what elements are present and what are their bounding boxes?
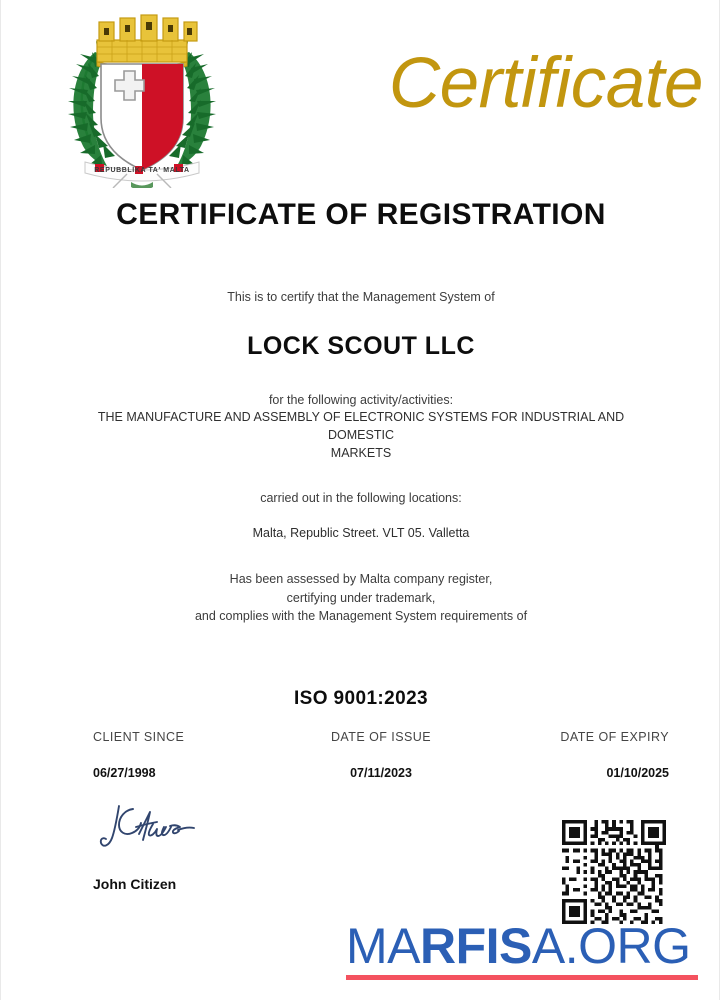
watermark	[346, 918, 706, 980]
date-column-date-of-issue	[285, 730, 477, 780]
activity-heading: for the following activity/activities:	[268, 393, 454, 408]
certificate-body	[1, 288, 720, 710]
location-address: Malta, Republic Street. VLT 05. Valletta	[252, 525, 470, 540]
date-label: CLIENT SINCE	[93, 730, 185, 744]
assessed-line-2: certifying under trademark,	[286, 590, 436, 605]
assessed-line-3: and complies with the Management System requirements of	[194, 609, 528, 624]
certificate-header	[1, 0, 720, 190]
qr-code-icon[interactable]	[562, 820, 666, 924]
assessed-line-1: Has been assessed by Malta company register,	[229, 571, 493, 586]
activity-description	[1, 409, 720, 462]
date-value: 06/27/1998	[93, 766, 156, 780]
page-title: CERTIFICATE OF REGISTRATION	[116, 198, 606, 231]
watermark-text	[346, 918, 706, 974]
watermark-underline	[346, 975, 698, 980]
activity-line-3: MARKETS	[330, 445, 392, 460]
certify-line: This is to certify that the Management System of	[227, 290, 495, 304]
activity-line-1: THE MANUFACTURE AND ASSEMBLY OF ELECTRONIC SYSTEMS FOR INDUSTRIAL AND	[97, 410, 625, 425]
signatory-name: John Citizen	[93, 876, 177, 892]
date-column-client-since	[1, 730, 285, 780]
malta-coat-of-arms-icon	[49, 6, 235, 188]
standard-name: ISO 9001:2023	[293, 688, 429, 709]
company-name: LOCK SCOUT LLC	[247, 332, 475, 361]
signature-block	[93, 800, 293, 892]
date-label: DATE OF EXPIRY	[560, 730, 669, 744]
locations-heading: carried out in the following locations:	[260, 490, 462, 505]
activity-line-2: DOMESTIC	[328, 428, 394, 442]
date-value: 01/10/2025	[606, 766, 669, 780]
watermark-part-2: RFIS	[420, 918, 532, 974]
watermark-part-3: A.ORG	[531, 918, 691, 974]
date-label: DATE OF ISSUE	[330, 730, 432, 744]
svg-text:REPUBBLIKA TA' MALTA: REPUBBLIKA TA' MALTA	[94, 167, 190, 174]
dates-row	[1, 730, 720, 780]
watermark-part-1: MA	[346, 918, 420, 974]
signature-icon	[93, 800, 213, 856]
certificate-wordmark: Certificate	[388, 44, 703, 123]
date-value: 07/11/2023	[350, 766, 412, 780]
date-column-date-of-expiry	[477, 730, 720, 780]
assessment-statement	[1, 570, 720, 626]
